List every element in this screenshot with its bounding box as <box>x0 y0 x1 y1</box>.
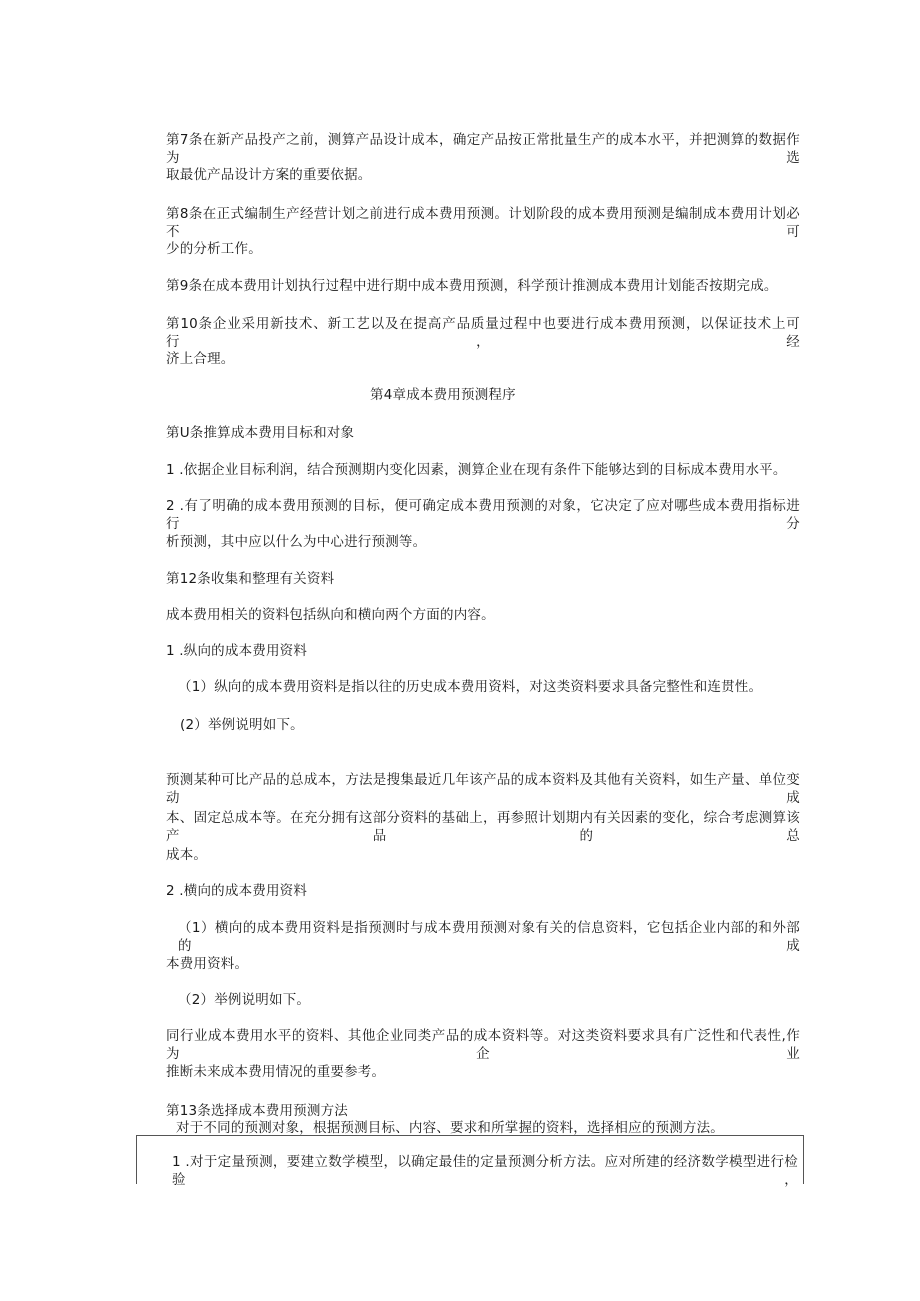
article-13-heading: 第13条选择成本费用预测方法 <box>166 1103 348 1119</box>
article-12-intro: 成本费用相关的资料包括纵向和横向两个方面的内容。 <box>166 607 495 623</box>
vertical-data-heading: 1 .纵向的成本费用资料 <box>166 643 308 659</box>
horizontal-data-point-2: （2）举例说明如下。 <box>178 992 311 1008</box>
horizontal-example-line-2: 推断未来成本费用情况的重要参考。 <box>166 1064 386 1080</box>
vertical-data-point-1: （1）纵向的成本费用资料是指以往的历史成本费用资料，对这类资料要求具备完整性和连贯性。 <box>178 679 763 695</box>
article-9-line-1: 第9条在成本费用计划执行过程中进行期中成本费用预测，科学预计推测成本费用计划能否按期完成。 <box>166 278 778 294</box>
vertical-example-line-2: 本、固定总成本等。在充分拥有这部分资料的基础上，再参照计划期内有关因素的变化，综合考虑测算该产品的总 <box>166 810 800 844</box>
article-8-line-2: 少的分析工作。 <box>166 241 262 257</box>
article-7-line-2: 取最优产品设计方案的重要依据。 <box>166 167 372 183</box>
article-11-item-1: 1 .依据企业目标利润，结合预测期内变化因素，测算企业在现有条件下能够达到的目标成本费用水平。 <box>166 462 787 478</box>
article-8-line-1: 第8条在正式编制生产经营计划之前进行成本费用预测。计划阶段的成本费用预测是编制成本费用计划必不可 <box>166 206 800 240</box>
horizontal-data-point-1-line-2: 本费用资料。 <box>166 956 249 972</box>
article-11-item-2-line-2: 析预测，其中应以什么为中心进行预测等。 <box>166 534 427 550</box>
quantitative-method-item: 1 .对于定量预测，要建立数学模型，以确定最佳的定量预测分析方法。应对所建的经济数学模型进行检验， <box>172 1154 798 1188</box>
article-10-line-2: 济上合理。 <box>166 351 235 367</box>
horizontal-data-point-1-line-1: （1）横向的成本费用资料是指预测时与成本费用预测对象有关的信息资料，它包括企业内部的和外部的成 <box>178 920 800 954</box>
vertical-example-line-3: 成本。 <box>166 847 208 863</box>
article-11-heading: 第U条推算成本费用目标和对象 <box>166 425 355 441</box>
article-10-line-1: 第10条企业采用新技术、新工艺以及在提高产品质量过程中也要进行成本费用预测，以保证技术上可行，经 <box>166 316 800 350</box>
vertical-example-line-1: 预测某种可比产品的总成本，方法是搜集最近几年该产品的成本资料及其他有关资料，如生产量、单位变动成 <box>166 772 800 806</box>
article-7-line-1: 第7条在新产品投产之前，测算产品设计成本，确定产品按正常批量生产的成本水平，并把测算的数据作为选 <box>166 132 800 166</box>
horizontal-example-line-1: 同行业成本费用水平的资料、其他企业同类产品的成本资料等。对这类资料要求具有广泛性和代表性,作为企业 <box>166 1028 800 1062</box>
chapter-4-heading: 第4章成本费用预测程序 <box>370 387 516 403</box>
article-13-intro: 对于不同的预测对象，根据预测目标、内容、要求和所掌握的资料，选择相应的预测方法。 <box>176 1120 724 1136</box>
article-12-heading: 第12条收集和整理有关资料 <box>166 571 335 587</box>
vertical-data-point-2: (2）举例说明如下。 <box>180 717 304 733</box>
article-11-item-2-line-1: 2 .有了明确的成本费用预测的目标，便可确定成本费用预测的对象，它决定了应对哪些成本费用指标进行分 <box>166 498 800 532</box>
horizontal-data-heading: 2 .横向的成本费用资料 <box>166 883 308 899</box>
